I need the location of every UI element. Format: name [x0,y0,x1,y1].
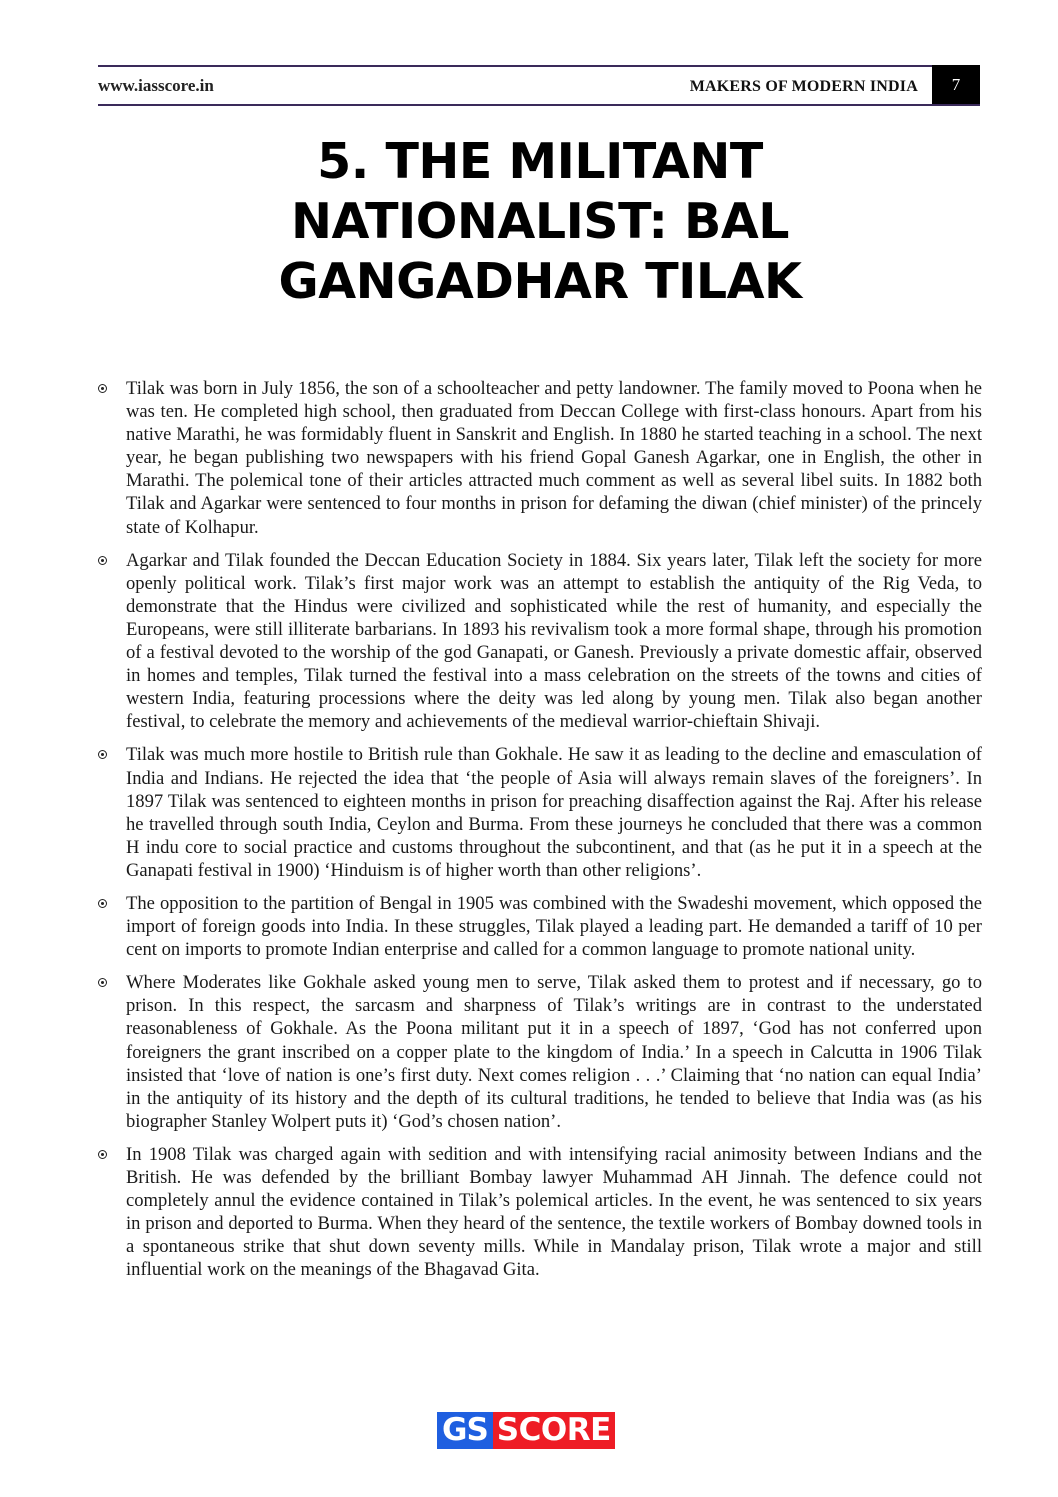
site-url: www.iasscore.in [98,76,214,95]
list-item [98,377,982,539]
paragraph-text: The opposition to the partition of Bengal in 1905 was combined with the Swadeshi movement, which opposed the import of foreign goods into India. In these struggles, Tilak played a leading part. He demanded a tariff of 10 per cent on imports to promote Indian enterprise and called for a common language to promote national unity. [126,892,982,961]
page-header [98,65,980,106]
paragraph-text: In 1908 Tilak was charged again with sedition and with intensifying racial animosity between Indians and the British. He was defended by the brilliant Bombay lawyer Muhammad AH Jinnah. The defence could not completely annul the evidence contained in Tilak’s polemical articles. In the event, he was sentenced to six years in prison and deported to Burma. When they heard of the sentence, the textile workers of Bombay downed tools in a spontaneous strike that shut down seventy mills. While in Mandalay prison, Tilak wrote a major and still influential work on the meanings of the Bhagavad Gita. [126,1143,982,1281]
logo-gs: GS [437,1412,493,1449]
gsscore-logo [437,1412,615,1449]
bullet-icon [98,978,107,987]
paragraph-text: Where Moderates like Gokhale asked young men to serve, Tilak asked them to protest and if necessary, go to prison. In this respect, the sarcasm and sharpness of Tilak’s writings are in contrast to the understated reasonableness of Gokhale. As the Poona militant put it in a speech of 1897, ‘God has not conferred upon foreigners the grant inscribed on a copper plate to the kingdom of India.’ In a speech in Calcutta in 1906 Tilak insisted that ‘love of nation is one’s first duty. Next comes religion . . .’ Claiming that ‘no nation can equal India’ in the antiquity of its history and the depth of its cultural traditions, he tended to believe that India was (as his biographer Stanley Wolpert puts it) ‘God’s chosen nation’. [126,972,982,1132]
bullet-list [98,377,982,1291]
logo-score: SCORE [493,1412,615,1449]
paragraph-text: Tilak was much more hostile to British rule than Gokhale. He saw it as leading to the decline and emasculation of India and Indians. He rejected the idea that ‘the people of Asia will always remain slaves of the foreigners’. In 1897 Tilak was sentenced to eighteen months in prison for preaching disaffection against the Raj. After his release he travelled through south India, Ceylon and Burma. From these journeys he concluded that there was a common H indu core to social practice and customs throughout the subcontinent, and that (as he put it in a speech at the Ganapati festival in 1900) ‘Hinduism is of higher worth than other religions’. [126,744,982,881]
bullet-icon [98,1150,107,1159]
paragraph-text: Tilak was born in July 1856, the son of a schoolteacher and petty landowner. The family moved to Poona when he was ten. He completed high school, then graduated from Deccan College with first-class honours. Apart from his native Marathi, he was formidably fluent in Sanskrit and English. In 1880 he started teaching in a school. The next year, he began publishing two newspapers with his friend Gopal Ganesh Agarkar, one in English, the other in Marathi. The polemical tone of their articles attracted much comment as well as several libel suits. In 1882 both Tilak and Agarkar were sentenced to four months in prison for defaming the diwan (chief minister) of the princely state of Kolhapur. [126,378,982,538]
bullet-icon [98,384,107,393]
list-item [98,1143,982,1282]
bullet-icon [98,750,107,759]
paragraph-text: Agarkar and Tilak founded the Deccan Education Society in 1884. Six years later, Tilak left the society for more openly political work. Tilak’s first major work was an attempt to establish the antiquity of the Rig Veda, to demonstrate that the Hindus were civilized and sophisticated while the rest of humanity, and especially the Europeans, were still illiterate barbarians. In 1893 his revivalism took a more formal shape, through his promotion of a festival devoted to the worship of the god Ganapati, or Ganesh. Previously a private domestic affair, observed in homes and temples, Tilak turned the festival into a mass celebration on the streets of the towns and cities of western India, featuring processions where the deity was led along by young men. Tilak also began another festival, to celebrate the memory and achievements of the medieval warrior-chieftain Shivaji. [126,549,982,733]
chapter-title: 5. THE MILITANT NATIONALIST: BAL GANGADHAR TILAK [278,133,802,310]
bullet-icon [98,899,107,908]
book-title: MAKERS OF MODERN INDIA [689,78,918,95]
list-item [98,971,982,1133]
list-item [98,892,982,961]
bullet-icon [98,556,107,565]
list-item [98,743,982,882]
page-number: 7 [932,65,980,104]
list-item [98,549,982,734]
